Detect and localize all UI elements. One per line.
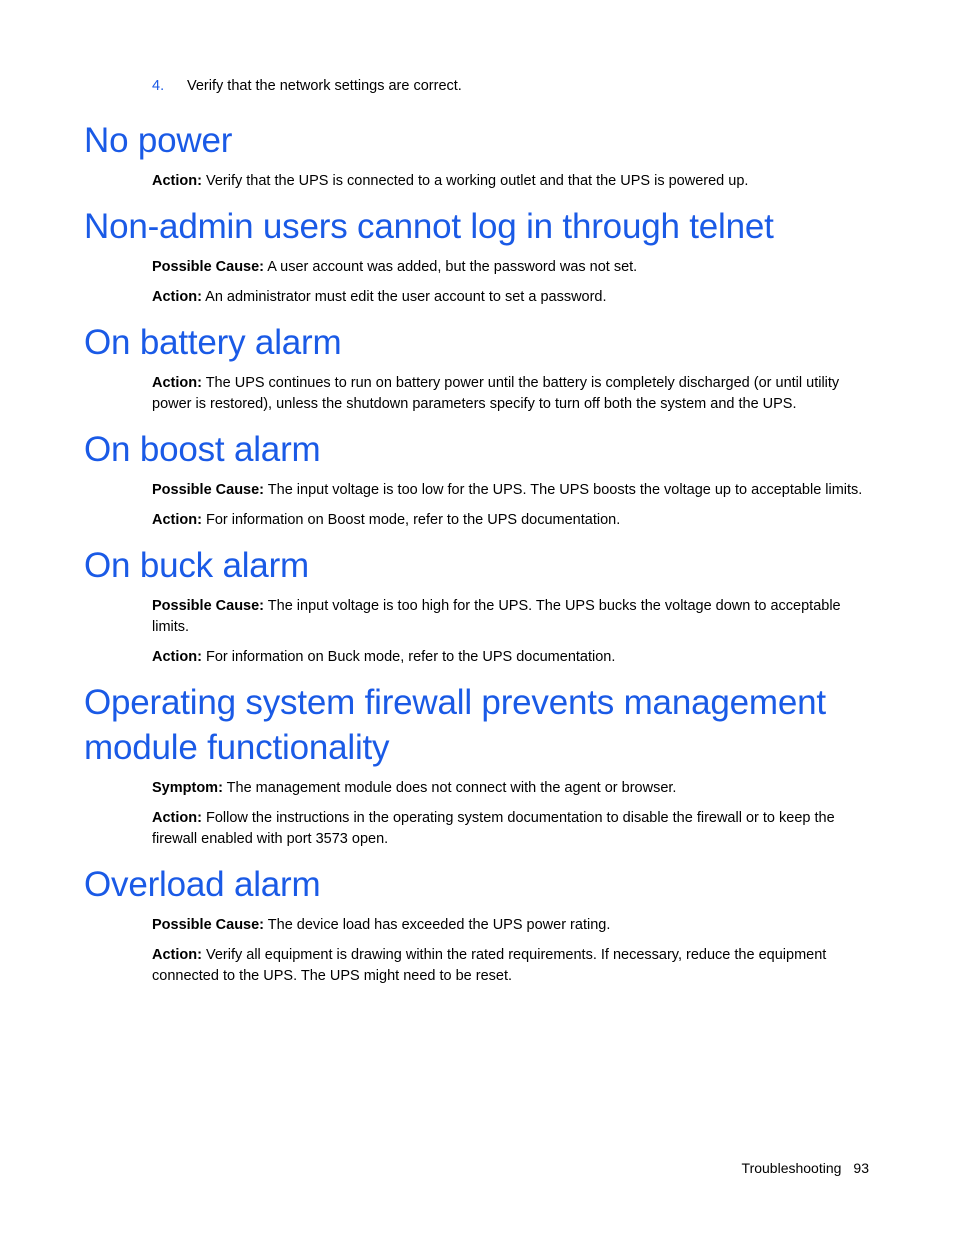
action-paragraph <box>152 945 874 987</box>
symptom-paragraph <box>152 778 874 799</box>
paragraph-text: Follow the instructions in the operating system documentation to disable the firewall or to keep the firewall enabled with port 3573 open. <box>152 810 835 847</box>
paragraph-text: The UPS continues to run on battery power until the battery is completely discharged (or until utility power is restored), unless the shutdown parameters specify to turn off both the system and the UPS. <box>152 375 840 412</box>
paragraph-text: An administrator must edit the user account to set a password. <box>201 289 607 305</box>
paragraph-text: For information on Boost mode, refer to the UPS documentation. <box>201 512 621 528</box>
footer-section-title: Troubleshooting <box>741 1160 842 1176</box>
step-text: Verify that the network settings are correct. <box>187 78 462 94</box>
action-paragraph <box>152 287 874 308</box>
action-label: Action: <box>152 649 202 665</box>
action-paragraph <box>152 808 874 850</box>
paragraph-text: The input voltage is too low for the UPS. The UPS boosts the voltage up to acceptable limits. <box>264 482 863 498</box>
cause-label: Possible Cause: <box>152 482 265 498</box>
action-label: Action: <box>152 375 202 391</box>
cause-paragraph <box>152 915 874 936</box>
section-on-buck-alarm <box>84 543 884 668</box>
section-heading: Overload alarm <box>84 865 321 904</box>
symptom-label: Symptom: <box>152 780 223 796</box>
section-heading: On battery alarm <box>84 323 342 362</box>
cause-paragraph <box>152 596 874 638</box>
paragraph-text: Verify all equipment is drawing within the rated requirements. If necessary, reduce the equipment connected to the UPS. The UPS might need to be reset. <box>152 947 827 984</box>
step-number: 4. <box>152 78 165 94</box>
section-on-boost-alarm <box>84 427 884 531</box>
paragraph-text: The device load has exceeded the UPS power rating. <box>264 917 611 933</box>
action-paragraph <box>152 171 874 192</box>
cause-label: Possible Cause: <box>152 917 265 933</box>
paragraph-text: Verify that the UPS is connected to a working outlet and that the UPS is powered up. <box>201 173 749 189</box>
section-heading: No power <box>84 121 233 160</box>
section-heading: On buck alarm <box>84 546 309 585</box>
section-on-battery-alarm <box>84 320 884 415</box>
action-label: Action: <box>152 810 202 826</box>
action-label: Action: <box>152 173 202 189</box>
page-number: 93 <box>853 1160 869 1176</box>
section-heading: On boost alarm <box>84 430 321 469</box>
paragraph-text: The input voltage is too high for the UPS. The UPS bucks the voltage down to acceptable limits. <box>152 598 841 635</box>
section-no-power <box>84 118 884 192</box>
cause-paragraph <box>152 480 874 501</box>
section-overload-alarm <box>84 862 884 987</box>
paragraph-text: For information on Buck mode, refer to the UPS documentation. <box>201 649 616 665</box>
cause-paragraph <box>152 257 874 278</box>
document-body <box>84 118 884 999</box>
action-label: Action: <box>152 512 202 528</box>
paragraph-text: A user account was added, but the password was not set. <box>264 259 638 275</box>
cause-label: Possible Cause: <box>152 598 265 614</box>
section-os-firewall <box>84 680 884 850</box>
action-label: Action: <box>152 289 202 305</box>
page-footer <box>742 1158 869 1178</box>
action-paragraph <box>152 510 874 531</box>
section-heading: Operating system firewall prevents management module functionality <box>84 683 826 767</box>
action-paragraph <box>152 647 874 668</box>
section-heading: Non-admin users cannot log in through telnet <box>84 207 774 246</box>
action-label: Action: <box>152 947 202 963</box>
cause-label: Possible Cause: <box>152 259 265 275</box>
numbered-step <box>152 76 462 96</box>
paragraph-text: The management module does not connect with the agent or browser. <box>222 780 677 796</box>
section-non-admin-telnet <box>84 204 884 308</box>
action-paragraph <box>152 373 874 415</box>
